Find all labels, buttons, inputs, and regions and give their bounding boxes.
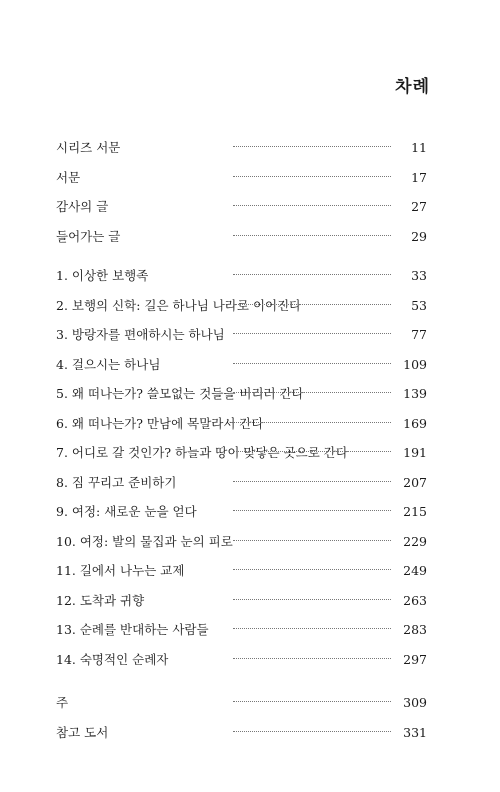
toc-entry-label: 3. 방랑자를 편애하시는 하나님	[56, 327, 225, 342]
toc-entry-page-number: 207	[403, 474, 427, 490]
toc-entry	[56, 298, 427, 328]
toc-entry	[56, 199, 427, 229]
toc-entry	[56, 725, 427, 755]
dot-leader	[233, 392, 391, 393]
toc-entry-label: 4. 걸으시는 하나님	[56, 356, 161, 372]
toc-entry	[56, 563, 427, 593]
toc-entry-page-number: 215	[403, 504, 427, 519]
dot-leader	[233, 363, 391, 364]
toc-entry-label: 시리즈 서문	[56, 140, 121, 155]
toc-entry	[56, 268, 427, 298]
dot-leader	[233, 701, 391, 702]
dot-leader	[233, 628, 391, 629]
toc-entry	[56, 327, 427, 357]
page-title: 차례	[395, 77, 430, 97]
toc-entry-page-number: 229	[403, 533, 427, 549]
back-matter-list	[56, 695, 427, 754]
toc-entry-page-number: 77	[411, 327, 427, 342]
toc-entry	[56, 652, 427, 682]
toc-entry	[56, 170, 427, 200]
toc-entry	[56, 504, 427, 534]
toc-entry-page-number: 17	[411, 169, 427, 185]
dot-leader	[233, 274, 391, 275]
toc-entry-label: 들어가는 글	[56, 228, 121, 244]
dot-leader	[233, 731, 391, 732]
dot-leader	[233, 146, 391, 147]
dot-leader	[233, 422, 391, 423]
toc-entry	[56, 475, 427, 505]
toc-entry-label: 5. 왜 떠나는가? 쓸모없는 것들을 버리러 간다	[56, 386, 304, 401]
toc-entry-label: 13. 순례를 반대하는 사람들	[56, 622, 209, 637]
toc-entry-page-number: 11	[411, 140, 427, 155]
toc-entry-label: 6. 왜 떠나는가? 만남에 목말라서 간다	[56, 415, 264, 431]
dot-leader	[233, 235, 391, 236]
toc-entry-label: 10. 여정: 발의 물집과 눈의 피로	[56, 533, 233, 549]
toc-entry	[56, 534, 427, 564]
toc-entry-label: 주	[56, 695, 69, 710]
toc-entry-page-number: 139	[403, 386, 427, 401]
toc-entry	[56, 622, 427, 652]
toc-entry-label: 서문	[56, 169, 81, 185]
toc-entry-page-number: 309	[403, 695, 427, 710]
toc-entry-label: 14. 숙명적인 순례자	[56, 651, 169, 667]
toc-entry-label: 9. 여정: 새로운 눈을 얻다	[56, 504, 197, 519]
chapter-list	[56, 268, 427, 681]
toc-entry-label: 2. 보행의 신학: 길은 하나님 나라로 이어진다	[56, 297, 302, 313]
toc-entry	[56, 357, 427, 387]
toc-entry-label: 11. 길에서 나누는 교제	[56, 563, 185, 578]
toc-entry	[56, 229, 427, 259]
toc-entry-label: 7. 어디로 갈 것인가? 하늘과 땅이 맞닿은 곳으로 간다	[56, 445, 348, 460]
dot-leader	[233, 205, 391, 206]
toc-entry-label: 1. 이상한 보행족	[56, 268, 149, 283]
dot-leader	[233, 658, 391, 659]
dot-leader	[233, 304, 391, 305]
dot-leader	[233, 540, 391, 541]
toc-entry-label: 12. 도착과 귀향	[56, 592, 145, 608]
toc-entry-page-number: 331	[403, 724, 427, 740]
toc-entry-page-number: 29	[411, 228, 427, 244]
toc-entry-page-number: 297	[403, 651, 427, 667]
dot-leader	[233, 569, 391, 570]
toc-entry-page-number: 33	[411, 268, 427, 283]
toc-entry-page-number: 27	[411, 199, 427, 214]
toc-entry-page-number: 109	[403, 356, 427, 372]
toc-entry	[56, 445, 427, 475]
toc-entry	[56, 140, 427, 170]
dot-leader	[233, 510, 391, 511]
dot-leader	[233, 481, 391, 482]
toc-entry-label: 감사의 글	[56, 199, 109, 214]
toc-entry-page-number: 283	[403, 622, 427, 637]
toc-entry	[56, 593, 427, 623]
toc-entry-page-number: 53	[411, 297, 427, 313]
toc-entry-label: 8. 짐 꾸리고 준비하기	[56, 474, 177, 490]
toc-entry	[56, 386, 427, 416]
dot-leader	[233, 333, 391, 334]
toc-entry	[56, 695, 427, 725]
toc-entry-page-number: 191	[403, 445, 427, 460]
toc-entry-page-number: 249	[403, 563, 427, 578]
dot-leader	[233, 599, 391, 600]
toc-entry-page-number: 169	[403, 415, 427, 431]
front-matter-list	[56, 140, 427, 258]
toc-entry-page-number: 263	[403, 592, 427, 608]
dot-leader	[233, 176, 391, 177]
toc-entry-label: 참고 도서	[56, 724, 109, 740]
toc-entry	[56, 416, 427, 446]
dot-leader	[233, 451, 391, 452]
